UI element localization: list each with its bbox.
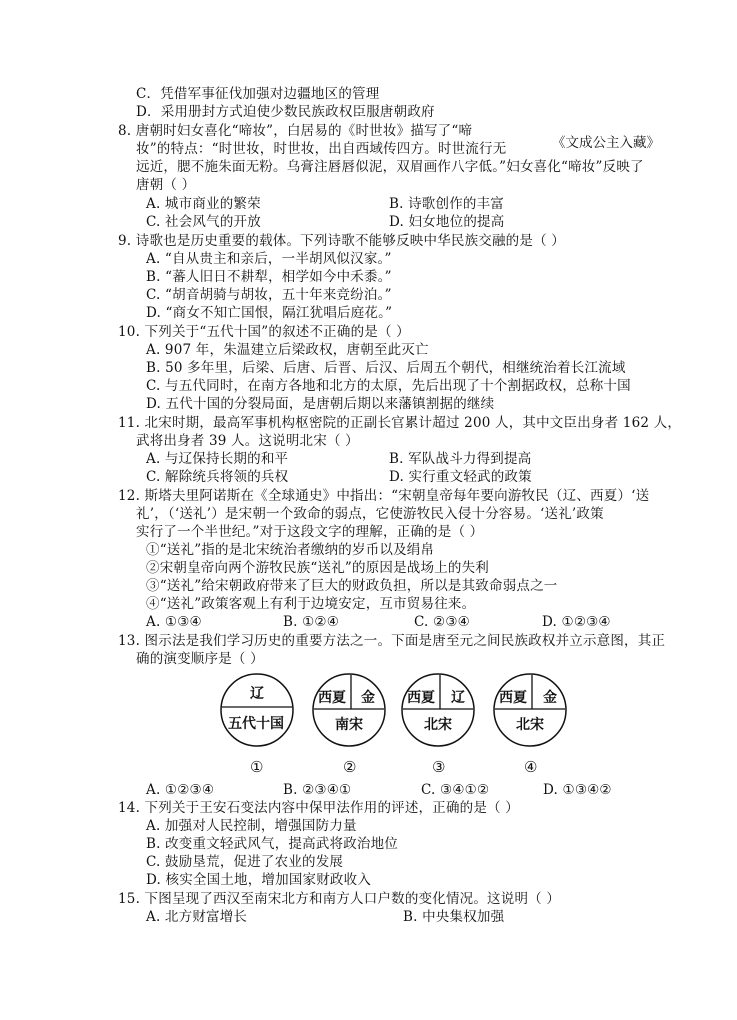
circle-1-top: 辽 <box>250 686 264 702</box>
circle-1-number: ① <box>250 758 264 776</box>
circle-4-top-right: 金 <box>543 690 557 706</box>
q11-option-b: B. 军队战斗力得到提高 <box>389 451 532 467</box>
circle-2-bottom: 南宋 <box>335 717 363 733</box>
q13-option-d: D. ①③④② <box>543 782 612 798</box>
q9-option-b: B. “蕃人旧日不耕犁，相学如今中禾黍。” <box>146 269 392 285</box>
q13-stem-line1: 13. 图示法是我们学习历史的重要方法之一。下面是唐至元之间民族政权并立示意图，其正 <box>118 633 666 649</box>
q13-option-b: B. ②③④① <box>283 782 352 798</box>
q7-option-c: C．凭借军事征伐加强对边疆地区的管理 <box>136 86 380 102</box>
q7-option-d: D．采用册封方式迫使少数民族政权臣服唐朝政府 <box>136 104 435 120</box>
q10-option-d: D. 五代十国的分裂局面，是唐朝后期以来藩镇割据的继续 <box>146 396 495 412</box>
q14-option-a: A. 加强对人民控制，增强国防力量 <box>146 818 357 834</box>
q12-stem-line1: 12. 斯塔夫里阿诺斯在《全球通史》中指出：“宋朝皇帝每年要向游牧民（辽、西夏）‘送 <box>118 488 650 504</box>
q11-option-a: A. 与辽保持长期的和平 <box>146 451 289 467</box>
q9-option-c: C. “胡音胡骑与胡妆，五十年来竞纷泊。” <box>146 287 392 303</box>
circle-4-bottom: 北宋 <box>516 717 544 733</box>
q8-stem-line3: 远近，腮不施朱面无粉。乌膏注唇唇似泥，双眉画作八字低。”妇女喜化“啼妆”反映了 <box>136 159 644 175</box>
q9-option-a: A. “自从贵主和亲后，一半胡风似汉家。” <box>146 251 392 267</box>
q12-option-c: C. ②③④ <box>414 614 470 630</box>
q12-item-1: ①“送礼”指的是北宋统治者缴纳的岁币以及绢帛 <box>146 542 435 558</box>
q13-option-a: A. ①②③④ <box>146 782 215 798</box>
q12-item-3: ③“送礼”给宋朝政府带来了巨大的财政负担，所以是其致命弱点之一 <box>146 578 558 594</box>
q11-option-d: D. 实行重文轻武的政策 <box>389 469 532 485</box>
q8-option-b: B. 诗歌创作的丰富 <box>389 196 505 212</box>
q12-option-d: D. ①②③④ <box>542 614 611 630</box>
circle-2-number: ② <box>343 758 357 776</box>
q10-stem: 10. 下列关于“五代十国”的叙述不正确的是（ ） <box>118 324 410 340</box>
q8-option-c: C. 社会风气的开放 <box>146 214 261 230</box>
q10-option-b: B. 50 多年里，后梁、后唐、后晋、后汉、后周五个朝代，相继统治着长江流域 <box>146 360 626 376</box>
q8-stem-line1: 8. 唐朝时妇女喜化“啼妆”，白居易的《时世妆》描写了“啼 <box>118 123 473 139</box>
q12-option-a: A. ①③④ <box>146 614 202 630</box>
q11-stem-line1: 11. 北宋时期，最高军事机构枢密院的正副长官累计超过 200 人，其中文臣出身者 162 人， <box>118 415 682 431</box>
q8-stem-line4: 唐朝（ ） <box>136 177 196 193</box>
circle-2-top-left: 西夏 <box>318 690 346 706</box>
q12-item-4: ④“送礼”政策客观上有利于边境安定，互市贸易往来。 <box>146 596 476 612</box>
q8-image-caption: 《文成公主入藏》 <box>552 135 660 151</box>
q12-stem-line3: 实行了一个半世纪。”对于这段文字的理解，正确的是（ ） <box>136 524 484 540</box>
q14-stem: 14. 下列关于王安石变法内容中保甲法作用的评述，正确的是（ ） <box>118 800 519 816</box>
q8-option-a: A. 城市商业的繁荣 <box>146 196 261 212</box>
circle-4-number: ④ <box>524 758 538 776</box>
q8-stem-line2: 妆”的特点：“时世妆，时世妆，出自西域传四方。时世流行无 <box>136 141 507 157</box>
q9-option-d: D. “商女不知亡国恨，隔江犹唱后庭花。” <box>146 305 393 321</box>
circle-3-top-right: 辽 <box>451 690 465 706</box>
q15-stem: 15. 下图呈现了西汉至南宋北方和南方人口户数的变化情况。这说明（ ） <box>118 891 561 907</box>
q14-option-d: D. 核实全国土地，增加国家财政收入 <box>146 872 372 888</box>
q13-stem-line2: 确的演变顺序是（ ） <box>136 651 264 667</box>
circle-1-bottom: 五代十国 <box>228 716 284 732</box>
q14-option-c: C. 鼓励垦荒，促进了农业的发展 <box>146 854 344 870</box>
q12-option-b: B. ①②④ <box>283 614 340 630</box>
circle-2-top-right: 金 <box>361 690 375 706</box>
circle-4-top-left: 西夏 <box>499 690 527 706</box>
q13-option-c: C. ③④①② <box>421 782 490 798</box>
q11-option-c: C. 解除统兵将领的兵权 <box>146 469 289 485</box>
q11-stem-line2: 武将出身者 39 人。这说明北宋（ ） <box>136 433 359 449</box>
q15-option-b: B. 中央集权加强 <box>403 909 505 925</box>
diagram-circle-2 <box>313 674 385 746</box>
q9-stem: 9. 诗歌也是历史重要的载体。下列诗歌不能够反映中华民族交融的是（ ） <box>118 233 565 249</box>
diagram-circle-4 <box>494 674 566 746</box>
circle-3-number: ③ <box>432 758 446 776</box>
q12-stem-line2: 礼’，（‘送礼’）是宋朝一个致命的弱点，它使游牧民入侵十分容易。‘送礼’政策 <box>136 506 604 522</box>
q15-option-a: A. 北方财富增长 <box>146 909 248 925</box>
q14-option-b: B. 改变重文轻武风气，提高武将政治地位 <box>146 836 399 852</box>
circle-3-bottom: 北宋 <box>424 717 452 733</box>
q12-item-2: ②宋朝皇帝向两个游牧民族“送礼”的原因是战场上的失利 <box>146 560 490 576</box>
q10-option-c: C. 与五代同时，在南方各地和北方的太原，先后出现了十个割据政权，总称十国 <box>146 378 631 394</box>
diagram-circle-3 <box>402 674 474 746</box>
circle-3-top-left: 西夏 <box>407 690 435 706</box>
q10-option-a: A. 907 年，朱温建立后梁政权，唐朝至此灭亡 <box>146 342 429 358</box>
q8-option-d: D. 妇女地位的提高 <box>389 214 505 230</box>
